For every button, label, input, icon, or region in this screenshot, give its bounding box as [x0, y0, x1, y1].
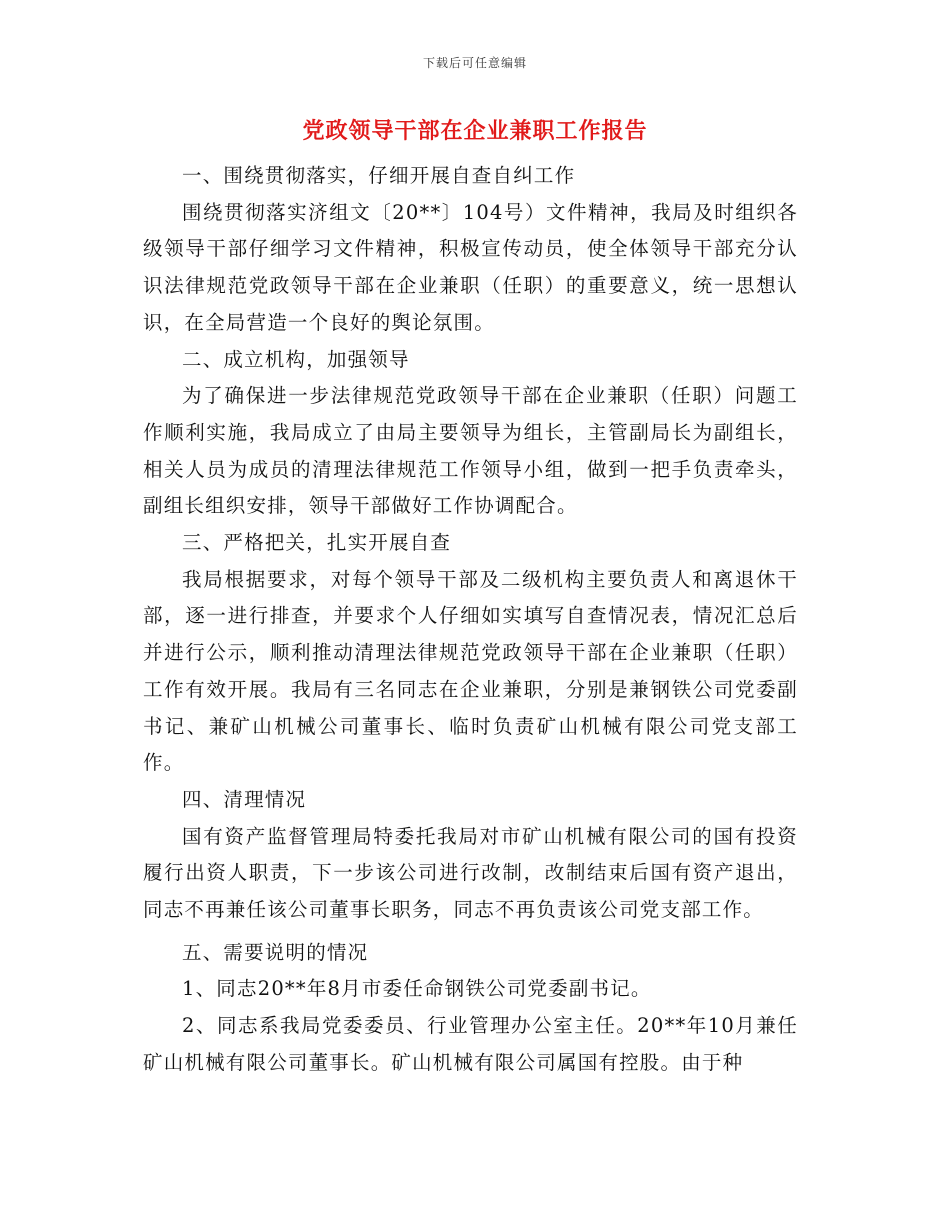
section-heading-4: 四、清理情况 [182, 787, 307, 811]
header-note: 下载后可任意编辑 [422, 56, 527, 70]
paragraph-3: 我局根据要求，对每个领导干部及二级机构主要负责人和离退休干部，逐一进行排查，并要求个人仔细如实填写自查情况表，情况汇总后并进行公示，顺利推动清理法律规范党政领导干部在企业兼职（任职）工作有效开展。我局有三名同志在企业兼职，分别是兼钢铁公司党委副书记、兼矿山机械公司董事长、临时负责矿山机械有限公司党支部工作。 [143, 567, 798, 775]
paragraph-5-item-1: 1、同志20**年8月市委任命钢铁公司党委副书记。 [182, 977, 652, 1001]
document-body [143, 158, 798, 1082]
section-heading-1: 一、围绕贯彻落实，仔细开展自查自纠工作 [182, 164, 576, 187]
section-heading-3: 三、严格把关，扎实开展自查 [182, 531, 452, 555]
paragraph-5-item-2: 2、同志系我局党委委员、行业管理办公室主任。20**年10月兼任矿山机械有限公司董事长。矿山机械有限公司属国有控股。由于种 [143, 1014, 798, 1074]
section-heading-5: 五、需要说明的情况 [182, 940, 369, 964]
paragraph-4: 国有资产监督管理局特委托我局对市矿山机械有限公司的国有投资履行出资人职责，下一步该公司进行改制，改制结束后国有资产退出，同志不再兼任该公司董事长职务，同志不再负责该公司党支部工作。 [143, 824, 798, 922]
section-heading-2: 二、成立机构，加强领导 [182, 347, 410, 371]
paragraph-2: 为了确保进一步法律规范党政领导干部在企业兼职（任职）问题工作顺利实施，我局成立了由局主要领导为组长，主管副局长为副组长，相关人员为成员的清理法律规范工作领导小组，做到一把手负责牵头，副组长组织安排，领导干部做好工作协调配合。 [143, 384, 798, 518]
paragraph-1: 围绕贯彻落实济组文〔20**〕104号）文件精神，我局及时组织各级领导干部仔细学习文件精神，积极宣传动员，使全体领导干部充分认识法律规范党政领导干部在企业兼职（任职）的重要意义，统一思想认识，在全局营造一个良好的舆论氛围。 [143, 200, 798, 334]
document-title: 党政领导干部在企业兼职工作报告 [302, 118, 648, 144]
